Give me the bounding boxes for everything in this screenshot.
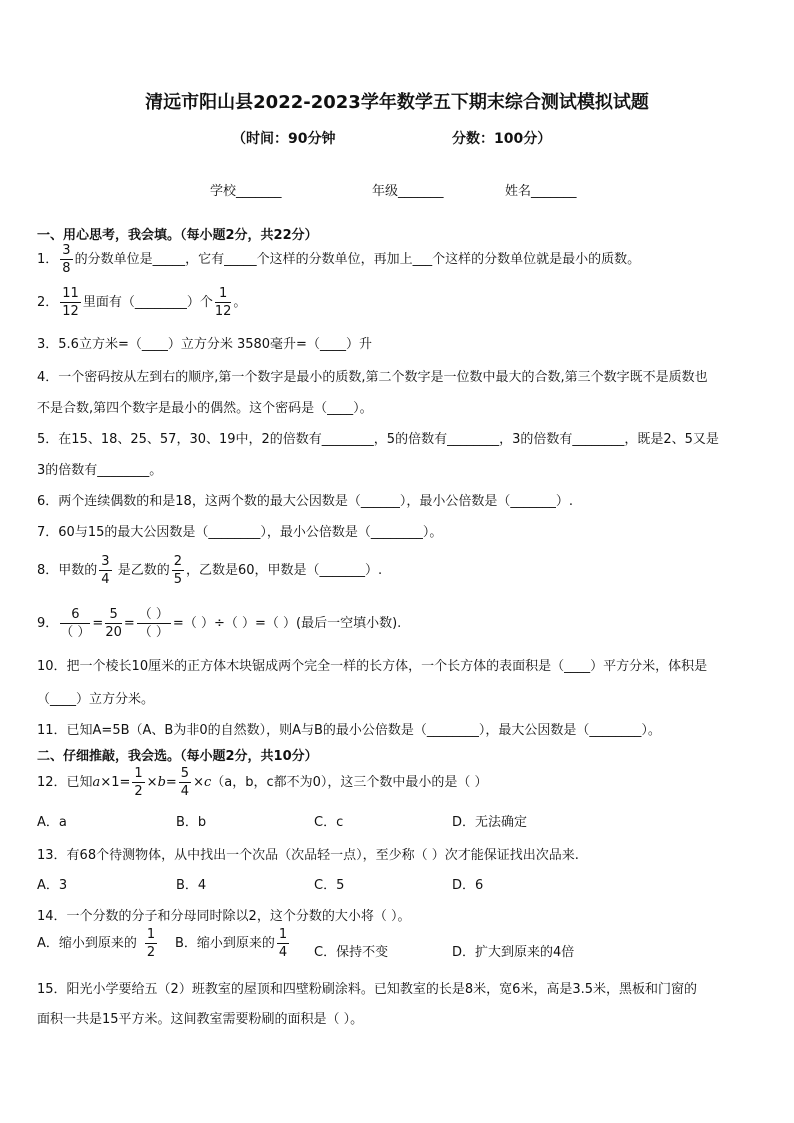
q13-option-d: D．6 xyxy=(452,878,484,893)
question-12: 12．已知a×1= $\frac{1}{2}$ ×b= $\frac{5}{4}$ ×c（a，b，c都不为0），这三个数中最小的是（ ） xyxy=(37,766,488,799)
question-10-line-2: （____）立方分米。 xyxy=(37,692,155,707)
time-info: （时间：90分钟 xyxy=(232,131,336,147)
question-11: 11．已知A=5B（A、B为非0的自然数），则A与B的最小公倍数是（________），最大公因数是（________）。 xyxy=(37,723,661,738)
question-2: 2． $\frac{11}{12}$ 里面有（________）个 $\frac{1}{12}$ 。 xyxy=(37,286,247,319)
q12-option-a: A．a xyxy=(37,815,67,830)
q14-option-a: A．缩小到原来的 $\frac{1}{2}$ xyxy=(37,927,156,960)
section-1-heading: 一、用心思考，我会填。（每小题2分，共22分） xyxy=(37,228,318,243)
question-1 xyxy=(37,244,640,275)
question-14: 14．一个分数的分子和分母同时除以2，这个分数的大小将（ ）。 xyxy=(37,909,411,924)
fraction: $\frac{1}{12}$ xyxy=(214,286,232,319)
section-2-heading: 二、仔细推敲，我会选。（每小题2分，共10分） xyxy=(37,749,318,764)
question-5-line-2: 3的倍数有________。 xyxy=(37,463,163,478)
fraction: $\frac{2}{5}$ xyxy=(173,554,182,587)
q14-option-c: C．保持不变 xyxy=(314,945,389,960)
q12-option-c: C．c xyxy=(314,815,344,830)
question-4-line-2: 不是合数,第四个数字是最小的偶然。这个密码是（____）。 xyxy=(37,401,373,416)
question-4-line-1: 4．一个密码按从左到右的顺序,第一个数字是最小的质数,第二个数字是一位数中最大的合数,第三个数字既不是质数也 xyxy=(37,370,708,385)
fraction: $\frac{( )}{( )}$ xyxy=(138,607,169,640)
name-field: 姓名_______ xyxy=(505,184,577,199)
q14-option-b: B．缩小到原来的 $\frac{1}{4}$ xyxy=(175,927,288,960)
question-number: 1． xyxy=(37,252,59,267)
q14-option-d: D．扩大到原来的4倍 xyxy=(452,945,575,960)
page-title: 清远市阳山县2022-2023学年数学五下期末综合测试模拟试题 xyxy=(145,92,649,113)
q13-option-b: B．4 xyxy=(176,878,207,893)
fraction: $\frac{11}{12}$ xyxy=(62,286,79,319)
fraction: $\frac{5}{20}$ xyxy=(105,607,122,640)
q12-option-d: D．无法确定 xyxy=(452,815,528,830)
score-info: 分数：100分） xyxy=(452,131,552,147)
question-3: 3．5.6立方米=（____）立方分米 3580毫升=（____）升 xyxy=(37,337,372,352)
question-8: 8．甲数的 $\frac{3}{4}$ 是乙数的 $\frac{2}{5}$ ，乙数是60，甲数是（_______）. xyxy=(37,554,383,587)
fraction: $\frac{6}{( )}$ xyxy=(60,607,91,640)
question-5-line-1: 5．在15、18、25、57，30、19中，2的倍数有________，5的倍数有________，3的倍数有________，既是2、5又是 xyxy=(37,432,719,447)
fraction: $\frac{3}{4}$ xyxy=(101,554,110,587)
fraction: $\frac{1}{2}$ xyxy=(134,766,143,799)
question-text: 的分数单位是_____，它有_____个这样的分数单位，再加上___个这样的分数单位就是最小的质数。 xyxy=(74,252,641,267)
question-6: 6．两个连续偶数的和是18，这两个数的最大公因数是（______），最小公倍数是（_______）. xyxy=(37,494,573,509)
fraction: $\frac{5}{4}$ xyxy=(180,766,190,799)
fraction: $\frac{3}{8}$ xyxy=(62,243,71,276)
question-15-line-2: 面积一共是15平方米。这间教室需要粉刷的面积是（ ）。 xyxy=(37,1012,364,1027)
q12-option-b: B．b xyxy=(176,815,207,830)
question-13: 13．有68个待测物体，从中找出一个次品（次品轻一点），至少称（ ）次才能保证找出次品来. xyxy=(37,848,579,863)
question-9: 9． $\frac{6}{( )}$ = $\frac{5}{20}$ = $\frac{( )}{( )}$ =（ ）÷（ ）=（ ）(最后一空填小数). xyxy=(37,607,402,640)
question-10-line-1: 10．把一个棱长10厘米的正方体木块锯成两个完全一样的长方体，一个长方体的表面积是（____）平方分米，体积是 xyxy=(37,659,708,674)
question-7: 7．60与15的最大公因数是（________），最小公倍数是（________）。 xyxy=(37,525,443,540)
school-field: 学校_______ xyxy=(210,184,282,199)
fraction: $\frac{1}{2}$ xyxy=(146,927,156,960)
grade-field: 年级_______ xyxy=(372,184,444,199)
fraction: $\frac{1}{4}$ xyxy=(278,927,288,960)
question-15-line-1: 15．阳光小学要给五（2）班教室的屋顶和四壁粉刷涂料。已知教室的长是8米，宽6米，高是3.5米，黑板和门窗的 xyxy=(37,982,698,997)
q13-option-a: A．3 xyxy=(37,878,68,893)
q13-option-c: C．5 xyxy=(314,878,345,893)
